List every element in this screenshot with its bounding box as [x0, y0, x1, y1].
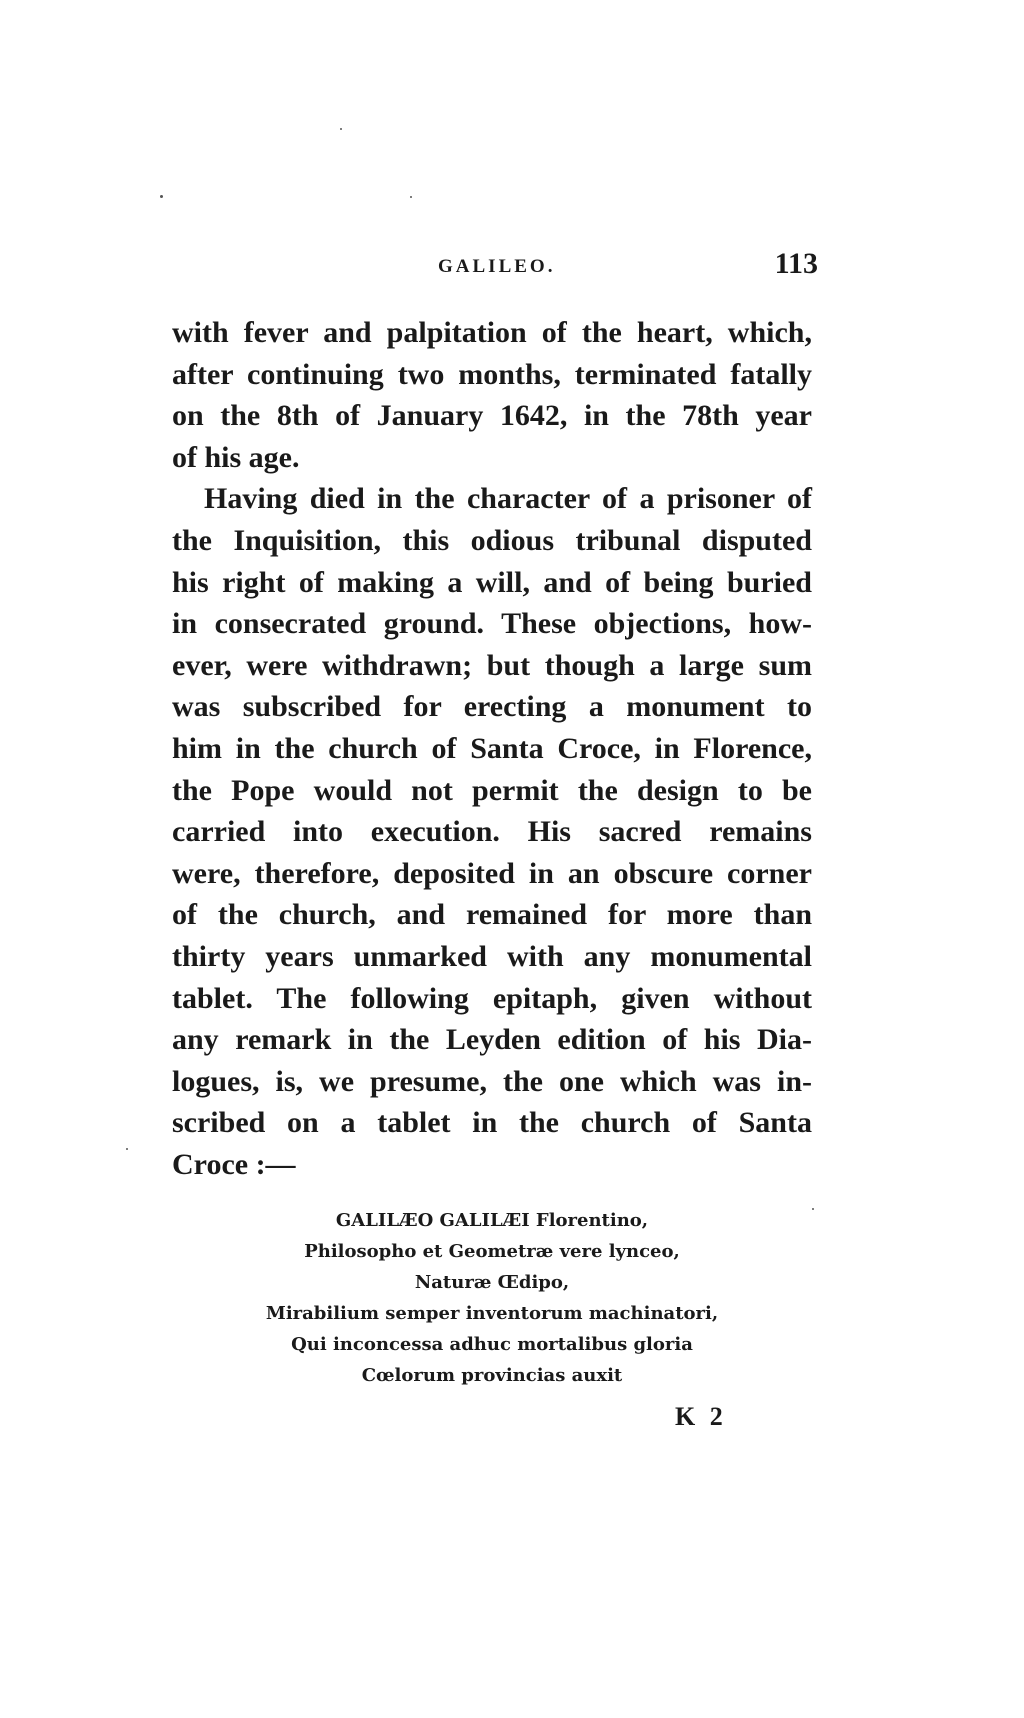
signature-mark: K 2 — [675, 1402, 727, 1431]
running-title: GALILEO. — [438, 256, 556, 277]
epitaph-line: GALILÆO GALILÆI Florentino, — [335, 1210, 649, 1231]
epitaph-line: Mirabilium semper inventorum machinatori, — [265, 1303, 719, 1324]
text-line: Croce :— — [172, 1147, 296, 1181]
text-line: on the 8th of January 1642, in the 78th year — [172, 399, 812, 433]
body-text — [172, 312, 812, 1185]
epitaph-line: Philosopho et Geometræ vere lynceo, — [304, 1241, 680, 1262]
text-line: was subscribed for erecting a monument to — [172, 690, 812, 724]
epitaph-line: Cœlorum provincias auxit — [361, 1365, 623, 1386]
text-line: him in the church of Santa Croce, in Florence, — [172, 731, 812, 765]
text-line: carried into execution. His sacred remains — [172, 815, 812, 849]
ink-speck — [812, 1208, 814, 1210]
text-line: ever, were withdrawn; but though a large sum — [172, 648, 812, 682]
page-number: 113 — [774, 247, 818, 280]
text-line: logues, is, we presume, the one which was in- — [172, 1064, 812, 1098]
text-line: Having died in the character of a prisoner of — [204, 482, 812, 516]
epitaph-line: Naturæ Œdipo, — [414, 1272, 570, 1293]
text-line: with fever and palpitation of the heart, which, — [172, 316, 812, 349]
epitaph — [172, 1205, 812, 1391]
ink-speck — [126, 1148, 128, 1150]
text-line: were, therefore, deposited in an obscure corner — [172, 856, 812, 890]
text-line: the Pope would not permit the design to be — [172, 773, 812, 807]
text-line: of the church, and remained for more than — [172, 898, 812, 932]
running-head — [168, 247, 818, 287]
text-line: any remark in the Leyden edition of his Dia- — [172, 1023, 812, 1057]
text-line: of his age. — [172, 440, 300, 474]
text-line: his right of making a will, and of being buried — [172, 565, 812, 599]
ink-speck — [160, 195, 163, 198]
text-line: in consecrated ground. These objections, how- — [172, 607, 812, 641]
text-line: thirty years unmarked with any monumental — [172, 939, 812, 973]
ink-speck — [410, 196, 412, 198]
text-line: scribed on a tablet in the church of Santa — [172, 1106, 812, 1140]
text-line: after continuing two months, terminated fatally — [172, 357, 812, 391]
text-line: the Inquisition, this odious tribunal disputed — [172, 523, 812, 557]
epitaph-line: Qui inconcessa adhuc mortalibus gloria — [291, 1334, 693, 1355]
ink-speck — [340, 128, 342, 130]
text-line: tablet. The following epitaph, given without — [172, 981, 812, 1015]
